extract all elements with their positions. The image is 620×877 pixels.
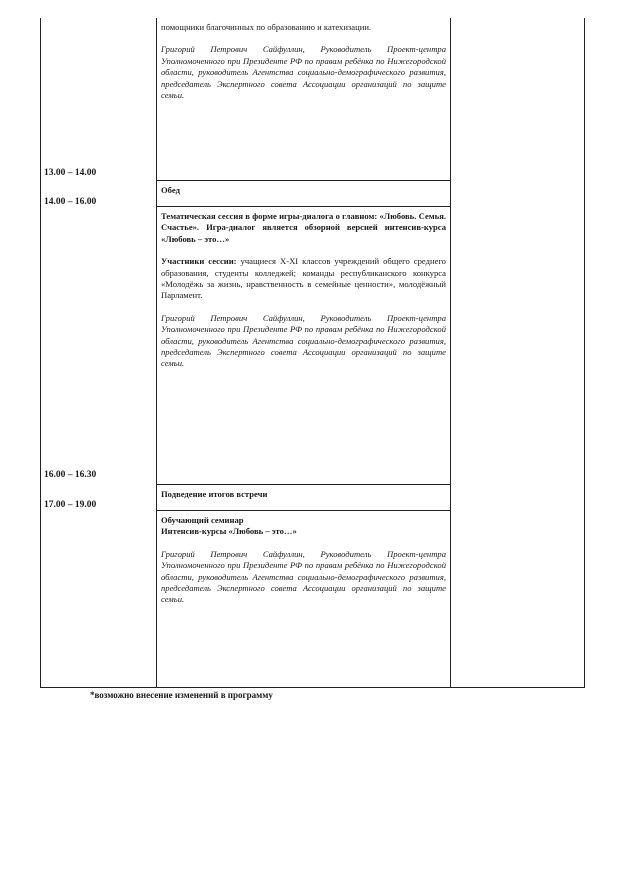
row-divider xyxy=(156,206,451,207)
table-border-right xyxy=(584,18,585,687)
session-title: Тематическая сессия в форме игры-диалога о главном: «Любовь. Семья. Счастье». Игра-диалог является обзорной версией интенсив-курса «Любовь – это…» xyxy=(161,211,446,244)
program-cell-seminar xyxy=(161,515,446,606)
time-slot: 16.00 – 16.30 xyxy=(44,470,97,480)
participants-label: Участники сессии: xyxy=(161,256,237,267)
row-divider xyxy=(156,180,451,181)
participants-paragraph xyxy=(161,256,446,302)
session-title: Обед xyxy=(161,185,180,195)
speaker-info: Григорий Петрович Сайфуллин, Руководитель Проект-центра Уполномоченного при Президенте РФ по правам ребёнка по Нижегородской области, руководитель Агентства социально-демографического развития, председатель Экспертного совета Ассоциации организаций по защите семьи. xyxy=(161,548,446,605)
table-border-left xyxy=(40,18,41,687)
session-title: Подведение итогов встречи xyxy=(161,489,268,499)
time-slot: 13.00 – 14.00 xyxy=(44,168,97,178)
speaker-info: Григорий Петрович Сайфуллин, Руководитель Проект-центра Уполномоченного при Президенте РФ по правам ребёнка по Нижегородской области, руководитель Агентства социально-демографического развития, председатель Экспертного совета Ассоциации организаций по защите семьи. xyxy=(161,312,446,369)
program-cell-continuation xyxy=(161,22,446,101)
time-slot: 17.00 – 19.00 xyxy=(44,500,97,510)
session-subtitle: Интенсив-курсы «Любовь – это…» xyxy=(161,526,297,537)
participants-text: помощники благочинных по образованию и катехизации. xyxy=(161,22,372,32)
program-cell-summary xyxy=(161,489,446,500)
participants-text: учащиеся X-XI классов учреждений общего среднего образования, студенты колледжей; команды республиканского конкурса «Молодёжь за жизнь, нравственность в семейные ценности», молодёжный Парламент. xyxy=(161,256,446,301)
table-border-col2 xyxy=(450,18,451,687)
table-border-bottom xyxy=(40,687,585,688)
program-cell-lunch xyxy=(161,185,446,196)
program-cell-session xyxy=(161,211,446,370)
time-slot: 14.00 – 16.00 xyxy=(44,197,97,207)
speaker-info: Григорий Петрович Сайфуллин, Руководитель Проект-центра Уполномоченного при Президенте РФ по правам ребёнка по Нижегородской области, руководитель Агентства социально-демографического развития, председатель Экспертного совета Ассоциации организаций по защите семьи. xyxy=(161,44,446,101)
footnote: *возможно внесение изменений в программу xyxy=(90,690,273,700)
row-divider xyxy=(156,510,451,511)
table-border-col1 xyxy=(156,18,157,687)
row-divider xyxy=(156,484,451,485)
session-title: Обучающий семинар xyxy=(161,515,244,525)
